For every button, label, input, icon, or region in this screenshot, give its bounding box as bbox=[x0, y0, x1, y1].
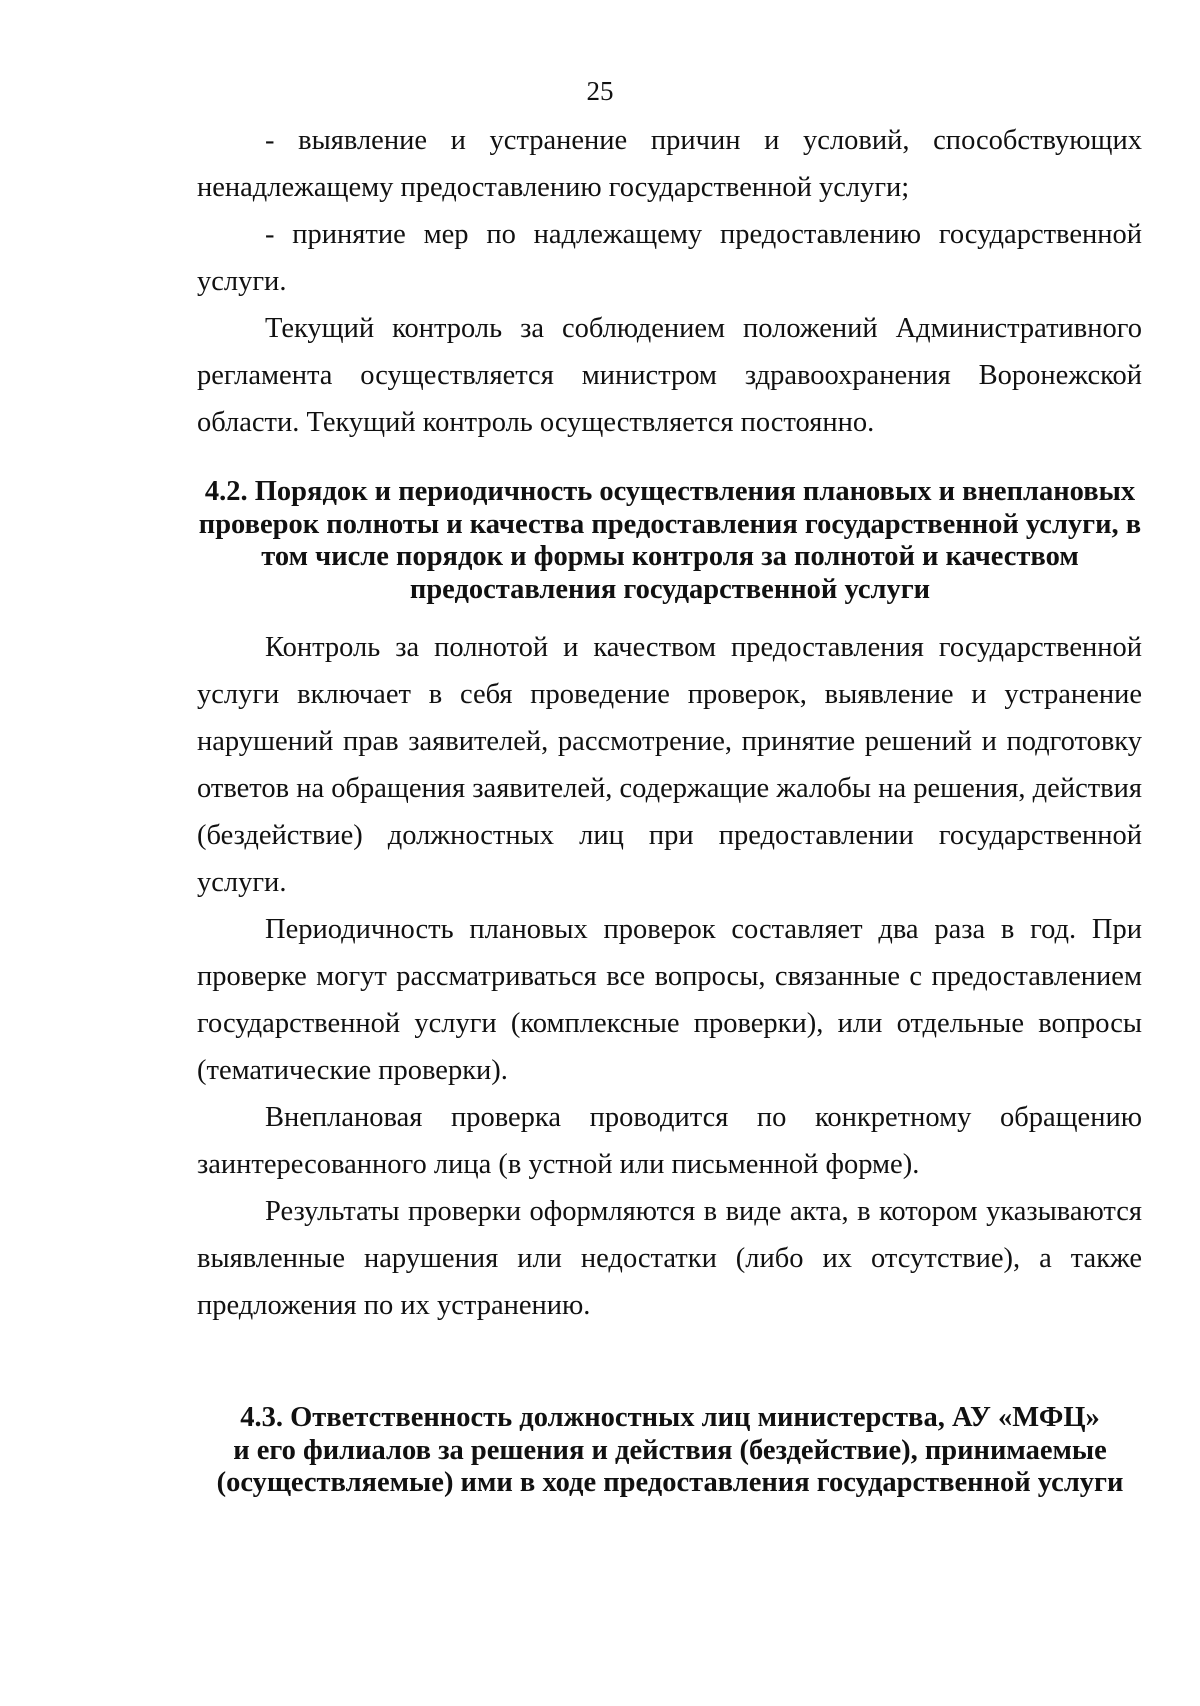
paragraph: Результаты проверки оформляются в виде акта, в котором указываются выявленные нарушения или недостатки (либо их отсутствие), а также предложения по их устранению. bbox=[197, 1196, 1142, 1321]
paragraph: Контроль за полнотой и качеством предоставления государственной услуги включает в себя проведение проверок, выявление и устранение нарушений прав заявителей, рассмотрение, принятие решений и подготовку ответов на обращения заявителей, содержащие жалобы на решения, действия (бездействие) должностных лиц при предоставлении государственной услуги. bbox=[197, 632, 1142, 898]
heading-line: предоставления государственной услуги bbox=[409, 573, 931, 605]
heading-line: и его филиалов за решения и действия (бездействие), принимаемые bbox=[233, 1434, 1107, 1466]
heading-line: 4.2. Порядок и периодичность осуществления плановых и внеплановых bbox=[204, 476, 1136, 507]
section-4-2-heading bbox=[190, 476, 1150, 606]
heading-line: (осуществляемые) ими в ходе предоставления государственной услуги bbox=[216, 1467, 1124, 1498]
heading-line: том числе порядок и формы контроля за полнотой и качеством bbox=[261, 541, 1079, 572]
section-4-2-body bbox=[197, 624, 1142, 1329]
paragraph: Внеплановая проверка проводится по конкретному обращению заинтересованного лица (в устной или письменной форме). bbox=[197, 1102, 1142, 1180]
paragraph: Текущий контроль за соблюдением положений Административного регламента осуществляется министром здравоохранения Воронежской области. Текущий контроль осуществляется постоянно. bbox=[197, 313, 1142, 438]
heading-line: 4.3. Ответственность должностных лиц министерства, АУ «МФЦ» bbox=[240, 1402, 1100, 1433]
top-text-block bbox=[197, 117, 1142, 446]
paragraph: - принятие мер по надлежащему предоставлению государственной услуги. bbox=[197, 219, 1142, 297]
paragraph: - выявление и устранение причин и условий, способствующих ненадлежащему предоставлению государственной услуги; bbox=[197, 125, 1142, 203]
paragraph: Периодичность плановых проверок составляет два раза в год. При проверке могут рассматриваться все вопросы, связанные с предоставлением государственной услуги (комплексные проверки), или отдельные вопросы (тематические проверки). bbox=[197, 914, 1142, 1086]
heading-line: проверок полноты и качества предоставления государственной услуги, в bbox=[198, 508, 1142, 540]
section-4-3-heading bbox=[190, 1402, 1150, 1500]
page-number: 25 bbox=[586, 76, 614, 106]
